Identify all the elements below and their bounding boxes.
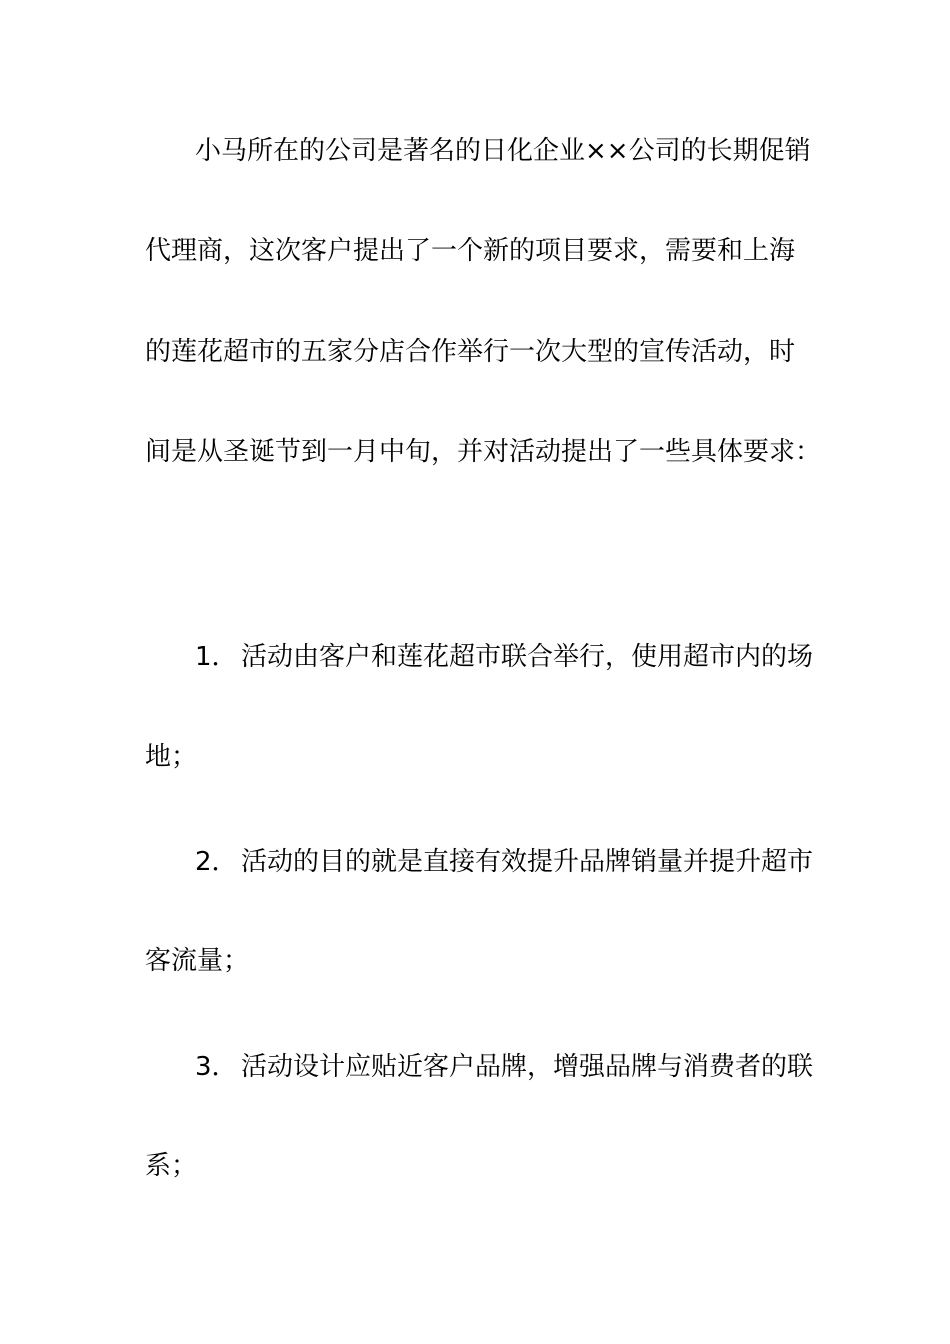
requirement-1-text: 活动由客户和莲花超市联合举行，使用超市内的场 xyxy=(241,642,814,672)
requirement-2-text: 活动的目的就是直接有效提升品牌销量并提升超市 xyxy=(241,847,814,877)
requirement-3-continuation: 系； xyxy=(145,1151,198,1181)
intro-line-2: 代理商，这次客户提出了一个新的项目要求，需要和上海 xyxy=(145,236,796,266)
requirement-2-continuation: 客流量； xyxy=(145,946,250,976)
requirement-3-first-line xyxy=(195,1050,813,1084)
requirement-3-number: 3． xyxy=(195,1052,238,1082)
requirement-1-continuation: 地； xyxy=(145,742,198,772)
requirement-2-number: 2． xyxy=(195,847,238,877)
requirement-3-text: 活动设计应贴近客户品牌，增强品牌与消费者的联 xyxy=(241,1052,814,1082)
intro-line-1: 小马所在的公司是著名的日化企业××公司的长期促销 xyxy=(195,136,811,166)
requirement-1-first-line xyxy=(195,640,813,674)
requirement-2-first-line xyxy=(195,845,813,879)
intro-line-3: 的莲花超市的五家分店合作举行一次大型的宣传活动，时 xyxy=(145,337,796,367)
requirement-1-number: 1． xyxy=(195,642,238,672)
intro-line-4: 间是从圣诞节到一月中旬，并对活动提出了一些具体要求： xyxy=(145,437,822,467)
